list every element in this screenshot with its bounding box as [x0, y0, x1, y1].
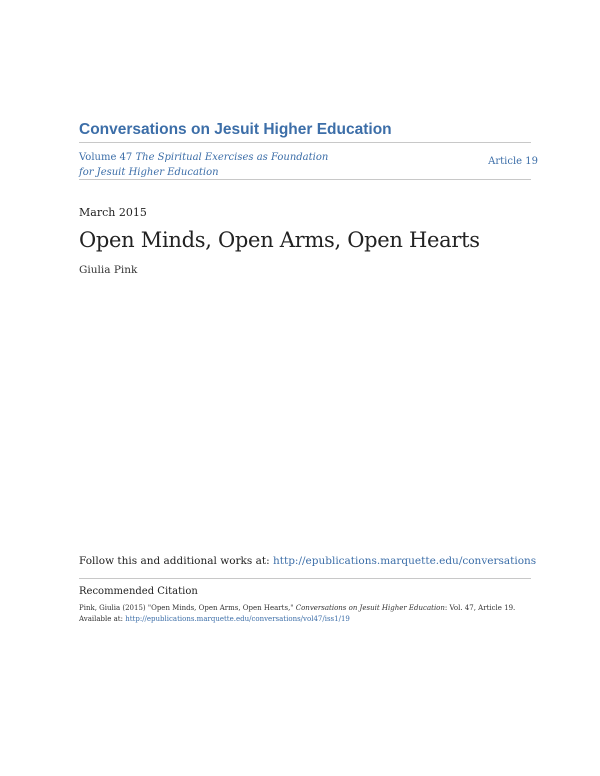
author-name: Giulia Pink	[79, 264, 138, 276]
issue-info	[79, 150, 339, 180]
available-prefix: Available at:	[79, 615, 126, 623]
citation-main: Pink, Giulia (2015) "Open Minds, Open Arms, Open Hearts,"	[79, 604, 296, 612]
publication-date: March 2015	[79, 206, 147, 219]
citation-text	[79, 603, 539, 625]
follow-line	[79, 555, 536, 567]
citation-link[interactable]: http://epublications.marquette.edu/conversations/vol47/iss1/19	[125, 615, 350, 623]
article-title: Open Minds, Open Arms, Open Hearts	[79, 228, 480, 252]
recommended-citation-heading: Recommended Citation	[79, 586, 198, 597]
article-number-link[interactable]: Article 19	[488, 156, 538, 167]
citation-journal: Conversations on Jesuit Higher Education	[295, 604, 445, 612]
citation-volume: : Vol. 47, Article 19.	[444, 604, 516, 612]
header-divider-top	[79, 142, 531, 143]
article-number	[488, 156, 538, 167]
follow-link[interactable]: http://epublications.marquette.edu/conversations	[273, 555, 537, 567]
volume-link[interactable]: Volume 47	[79, 152, 133, 163]
issue-title: The Spiritual Exercises as Foundation for Jesuit Higher Education	[79, 152, 329, 178]
citation-divider	[79, 578, 531, 579]
journal-title[interactable]: Conversations on Jesuit Higher Education	[79, 121, 392, 138]
follow-prefix: Follow this and additional works at:	[79, 555, 273, 567]
header-divider-bottom	[79, 179, 531, 180]
